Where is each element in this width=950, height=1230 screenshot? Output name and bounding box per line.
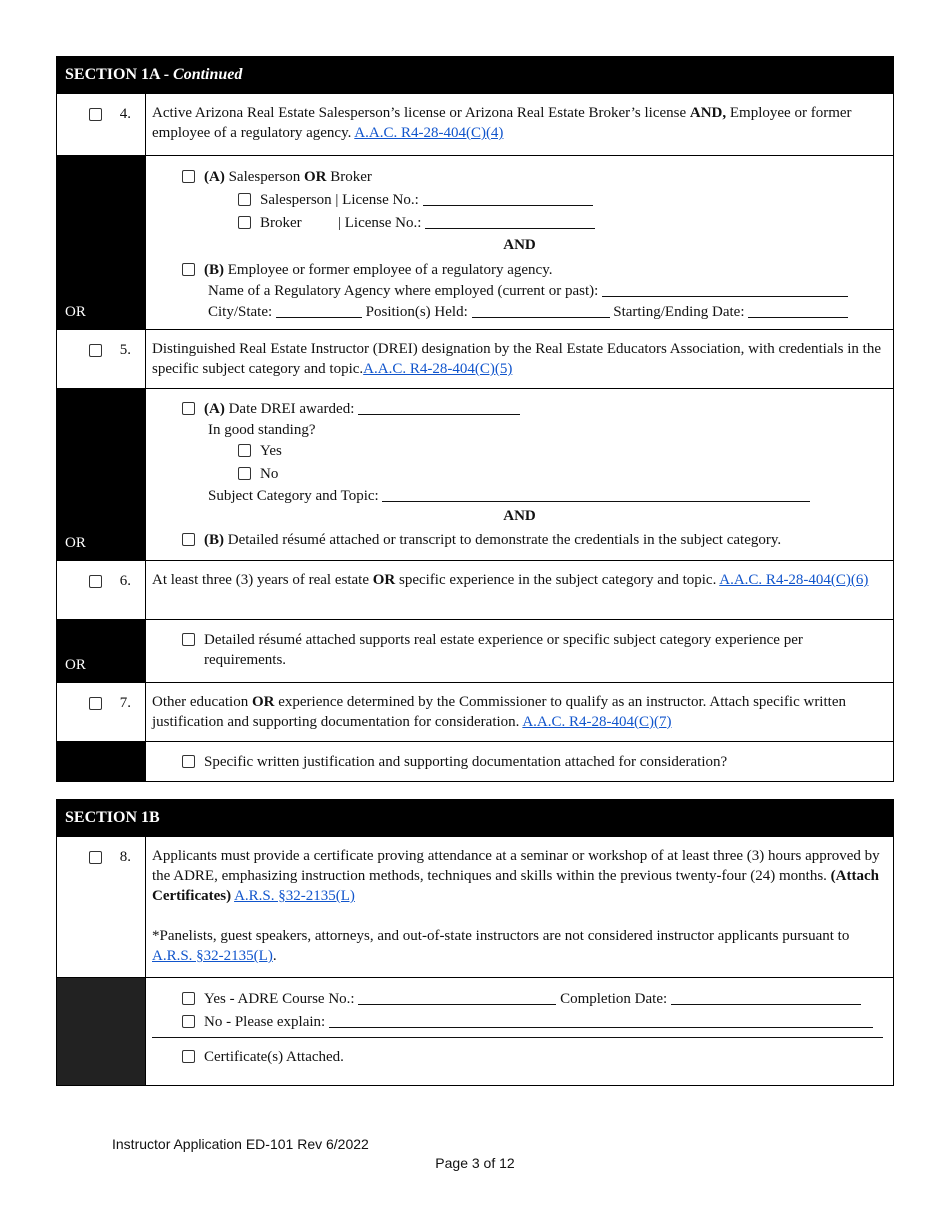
item-7-row: 7. Other education OR experience determined by the Commissioner to qualify as an instructor. Attach specific written justification and supporting documentation for consideration. A.A.C. R4-28-404(C)(7) [57, 682, 893, 741]
item-8-detail-row: Yes - ADRE Course No.: Completion Date: No - Please explain: Certificate(s) Attached. [57, 977, 893, 1085]
salesperson-or-broker-checkbox[interactable] [182, 170, 195, 183]
or-label: OR [65, 657, 86, 673]
item-8-note-link[interactable]: A.R.S. §32-2135(L) [152, 948, 273, 964]
item-8-checkbox[interactable] [89, 851, 102, 864]
certificates-attached-checkbox[interactable] [182, 1050, 195, 1063]
item-7-detail-row: Specific written justification and supporting documentation attached for consideration? [57, 741, 893, 781]
broker-license-field[interactable] [425, 214, 595, 229]
adre-course-number-field[interactable] [358, 990, 556, 1005]
form-id: Instructor Application ED-101 Rev 6/2022 [112, 1136, 369, 1152]
broker-checkbox[interactable] [238, 216, 251, 229]
item-5-rule-link[interactable]: A.A.C. R4-28-404(C)(5) [363, 361, 513, 377]
position-held-field[interactable] [472, 303, 610, 318]
item-5-detail-row: OR (A) Date DREI awarded: In good standing? Yes No Subject Category and Topic: AND (B) Detailed résumé attached or transcript to demonstrate the credentials in the subject category. [57, 388, 893, 560]
regulatory-agency-field[interactable] [602, 282, 848, 297]
item-6-checkbox[interactable] [89, 575, 102, 588]
item-8-rule-link[interactable]: A.R.S. §32-2135(L) [234, 888, 355, 904]
item-4-row: 4. Active Arizona Real Estate Salesperson’s license or Arizona Real Estate Broker’s license AND, Employee or former employee of a regulatory agency. A.A.C. R4-28-404(C)(4) [57, 93, 893, 155]
item-4-detail-row: OR (A) Salesperson OR Broker Salesperson | License No.: Broker | License No.: AND (B) Employee or former employee of a regulatory agency. Name of a Regulatory Agency where employed (current or past): City/State: Position(s) Held: Starting/Ending Date: [57, 155, 893, 329]
section-1b-header: SECTION 1B [57, 800, 893, 836]
explain-continuation-line[interactable] [152, 1036, 883, 1038]
section-1b-table [56, 799, 894, 1086]
item-7-rule-link[interactable]: A.A.C. R4-28-404(C)(7) [522, 714, 672, 730]
good-standing-no-checkbox[interactable] [238, 467, 251, 480]
item-8-row: 8. Applicants must provide a certificate proving attendance at a seminar or workshop of at least three (3) hours approved by the ADRE, emphasizing instruction methods, techniques and skills within the previous twenty-four (24) months. (Attach Certificates) A.R.S. §32-2135(L) *Panelists, guest speakers, attorneys, and out-of-state instructors are not considered instructor applicants pursuant to A.R.S. §32-2135(L). [57, 836, 893, 977]
regulatory-employee-checkbox[interactable] [182, 263, 195, 276]
adre-course-yes-checkbox[interactable] [182, 992, 195, 1005]
drei-date-checkbox[interactable] [182, 402, 195, 415]
item-6-row: 6. At least three (3) years of real estate OR specific experience in the subject category and topic. A.A.C. R4-28-404(C)(6) [57, 560, 893, 619]
item-6-rule-link[interactable]: A.A.C. R4-28-404(C)(6) [719, 572, 869, 588]
please-explain-field[interactable] [329, 1013, 873, 1028]
section-1a-header: SECTION 1A - Continued [57, 57, 893, 93]
starting-ending-date-field[interactable] [748, 303, 848, 318]
item-5-checkbox[interactable] [89, 344, 102, 357]
justification-attached-checkbox[interactable] [182, 755, 195, 768]
section-1a-table [56, 56, 894, 782]
completion-date-field[interactable] [671, 990, 861, 1005]
city-state-field[interactable] [276, 303, 362, 318]
drei-date-field[interactable] [358, 400, 520, 415]
adre-course-no-checkbox[interactable] [182, 1015, 195, 1028]
subject-category-field[interactable] [382, 487, 810, 502]
drei-resume-checkbox[interactable] [182, 533, 195, 546]
item-7-checkbox[interactable] [89, 697, 102, 710]
salesperson-license-field[interactable] [423, 191, 593, 206]
item-6-detail-row: OR Detailed résumé attached supports real estate experience or specific subject category experience per requirements. [57, 619, 893, 682]
item-5-row: 5. Distinguished Real Estate Instructor (DREI) designation by the Real Estate Educators Association, with credentials in the specific subject category and topic.A.A.C. R4-28-404(C)(5) [57, 329, 893, 388]
or-label: OR [65, 535, 86, 551]
page-number: Page 3 of 12 [435, 1155, 515, 1171]
item-4-checkbox[interactable] [89, 108, 102, 121]
good-standing-yes-checkbox[interactable] [238, 444, 251, 457]
or-label: OR [65, 304, 86, 320]
item-4-rule-link[interactable]: A.A.C. R4-28-404(C)(4) [354, 125, 504, 141]
experience-resume-checkbox[interactable] [182, 633, 195, 646]
salesperson-checkbox[interactable] [238, 193, 251, 206]
